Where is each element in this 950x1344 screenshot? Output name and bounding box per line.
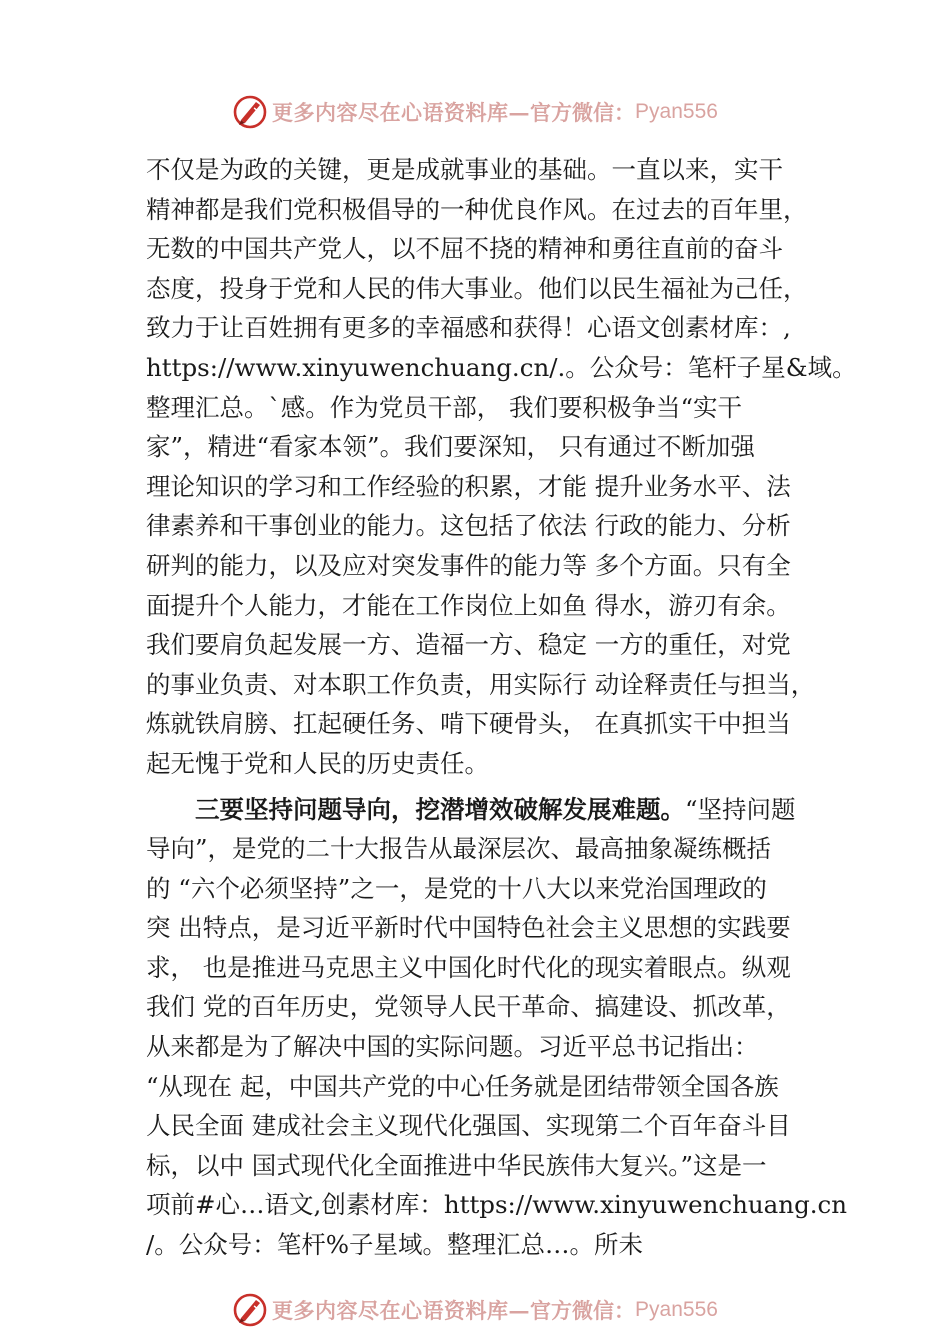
text-line: 态度，投身于党和人民的伟大事业。他们以民生福祉为己任， [146,273,808,303]
text-line: 面提升个人能力，才能在工作岗位上如鱼 得水，游刃有余。 [146,590,791,620]
text-line: /。公众号：笔杆%子星域。整理汇总…。所未 [146,1230,644,1260]
header-banner [0,92,950,132]
text-line: 研判的能力，以及应对突发事件的能力等 多个方面。只有全 [146,550,791,580]
text-line: 我们要肩负起发展一方、造福一方、稳定 一方的重任，对党 [146,630,791,660]
pen-logo-icon [232,1292,268,1328]
footer-banner [0,1290,950,1330]
text-line: 导向”，是党的二十大报告从最深层次、最高抽象凝练概括 [146,834,772,864]
pen-logo-icon [232,94,268,130]
banner-title: 更多内容尽在心语资料库 [272,100,509,125]
text-line: 家”，精进“看家本领”。我们要深知， 只有通过不断加强 [146,432,755,462]
banner-dash: — [508,99,531,125]
banner-title: 更多内容尽在心语资料库 [272,1298,509,1323]
text-line: 理论知识的学习和工作经验的积累，才能 提升业务水平、法 [146,471,791,501]
text-line: 炼就铁肩膀、扛起硬任务、啃下硬骨头， 在真抓实干中担当 [146,709,791,739]
paragraph-lead-line [146,790,836,830]
text-line: 无数的中国共产党人，以不屈不挠的精神和勇往直前的奋斗 [146,234,783,264]
section-heading: 三要坚持问题导向，挖潜增效破解发展难题。 [195,794,685,824]
text-line: 的事业负责、对本职工作负责，用实际行 动诠释责任与担当， [146,669,816,699]
text-line: 精神都是我们党积极倡导的一种优良作风。在过去的百年里， [146,194,808,224]
text-line: “从现在 起，中国共产党的中心任务就是团结带领全国各族 [146,1071,779,1101]
text-line: 求， 也是推进马克思主义中国化时代化的现实着眼点。纵观 [146,952,791,982]
banner-wechat-id: Pyan556 [635,100,718,123]
text-line: 整理汇总。`感。作为党员干部， 我们要积极争当“实干 [146,392,743,422]
text-line: 起无愧于党和人民的历史责任。 [146,748,489,778]
text-line: 的 “六个必须坚持”之一，是党的十八大以来党治国理政的 [146,873,767,903]
banner-dash: — [508,1297,531,1323]
text-line: 突 出特点，是习近平新时代中国特色社会主义思想的实践要 [146,913,791,943]
text-fragment: “坚持问题 [685,794,796,824]
text-line: 从来都是为了解决中国的实际问题。习近平总书记指出： [146,1032,759,1062]
text-line: 我们 党的百年历史，党领导人民干革命、搞建设、抓改革， [146,992,791,1022]
text-line: 标，以中 国式现代化全面推进中华民族伟大复兴。”这是一 [146,1150,767,1180]
text-line: 律素养和干事创业的能力。这包括了依法 行政的能力、分析 [146,511,791,541]
banner-wechat-label: 官方微信： [530,1298,636,1323]
text-line: 致力于让百姓拥有更多的幸福感和获得！心语文创素材库：, [146,313,791,343]
banner-wechat-id: Pyan556 [635,1298,718,1321]
banner-wechat-label: 官方微信： [530,100,636,125]
text-line: https://www.xinyuwenchuang.cn/.。公众号：笔杆子星&域。 [146,352,857,382]
text-line: 不仅是为政的关键，更是成就事业的基础。一直以来，实干 [146,155,783,184]
document-body [146,150,857,1265]
text-line: 人民全面 建成社会主义现代化强国、实现第二个百年奋斗目 [146,1111,791,1141]
text-line: 项前#心…语文,创素材库：https://www.xinyuwenchuang.cn [146,1190,848,1220]
